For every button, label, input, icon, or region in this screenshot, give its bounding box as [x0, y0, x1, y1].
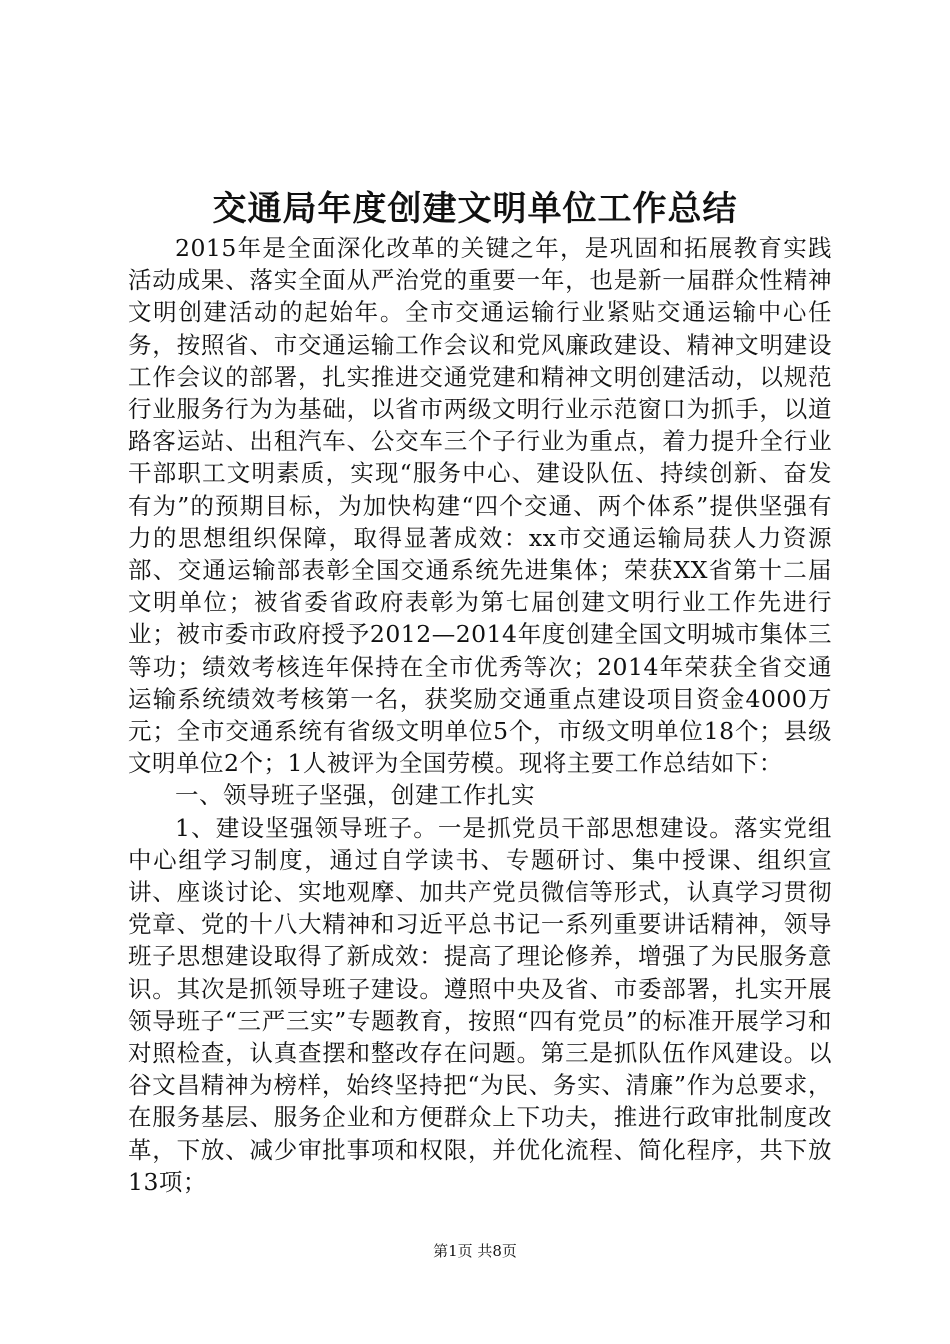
page-number: 第1页 共8页 — [433, 1242, 517, 1260]
document-title: 交通局年度创建文明单位工作总结 — [212, 189, 738, 229]
section-heading: 一、领导班子坚强，创建工作扎实 — [175, 781, 535, 810]
paragraph-intro: 2015年是全面深化改革的关键之年，是巩固和拓展教育实践活动成果、落实全面从严治党的重要一年，也是新一届群众性精神文明创建活动的起始年。全市交通运输行业紧贴交通运输中心任务，按照省、市交通运输工作会议和党风廉政建设、精神文明建设工作会议的部署，扎实推进交通党建和精神文明创建活动，以规范行业服务行为为基础，以省市两级文明行业示范窗口为抓手，以道路客运站、出租汽车、公交车三个子行业为重点，着力提升全行业干部职工文明素质，实现“服务中心、建设队伍、持续创新、奋发有为”的预期目标，为加快构建“四个交通、两个体系”提供坚强有力的思想组织保障，取得显著成效：xx市交通运输局获人力资源部、交通运输部表彰全国交通系统先进集体；荣获XX省第十二届文明单位；被省委省政府表彰为第七届创建文明行业工作先进行业；被市委市政府授予2012—2014年度创建全国文明城市集体三等功；绩效考核连年保持在全市优秀等次；2014年荣获全省交通运输系统绩效考核第一名，获奖励交通重点建设项目资金4000万元；全市交通系统有省级文明单位5个，市级文明单位18个；县级文明单位2个；1人被评为全国劳模。现将主要工作总结如下： — [128, 234, 832, 778]
document-body — [128, 232, 832, 1198]
paragraph-leadership: 1、建设坚强领导班子。一是抓党员干部思想建设。落实党组中心组学习制度，通过自学读书、专题研讨、集中授课、组织宣讲、座谈讨论、实地观摩、加共产党员微信等形式，认真学习贯彻党章、党的十八大精神和习近平总书记一系列重要讲话精神，领导班子思想建设取得了新成效：提高了理论修养，增强了为民服务意识。其次是抓领导班子建设。遵照中央及省、市委部署，扎实开展领导班子“三严三实”专题教育，按照“四有党员”的标准开展学习和对照检查，认真查摆和整改存在问题。第三是抓队伍作风建设。以谷文昌精神为榜样，始终坚持把“为民、务实、清廉”作为总要求，在服务基层、服务企业和方便群众上下功夫，推进行政审批制度改革，下放、减少审批事项和权限，并优化流程、简化程序，共下放13项； — [128, 813, 832, 1196]
